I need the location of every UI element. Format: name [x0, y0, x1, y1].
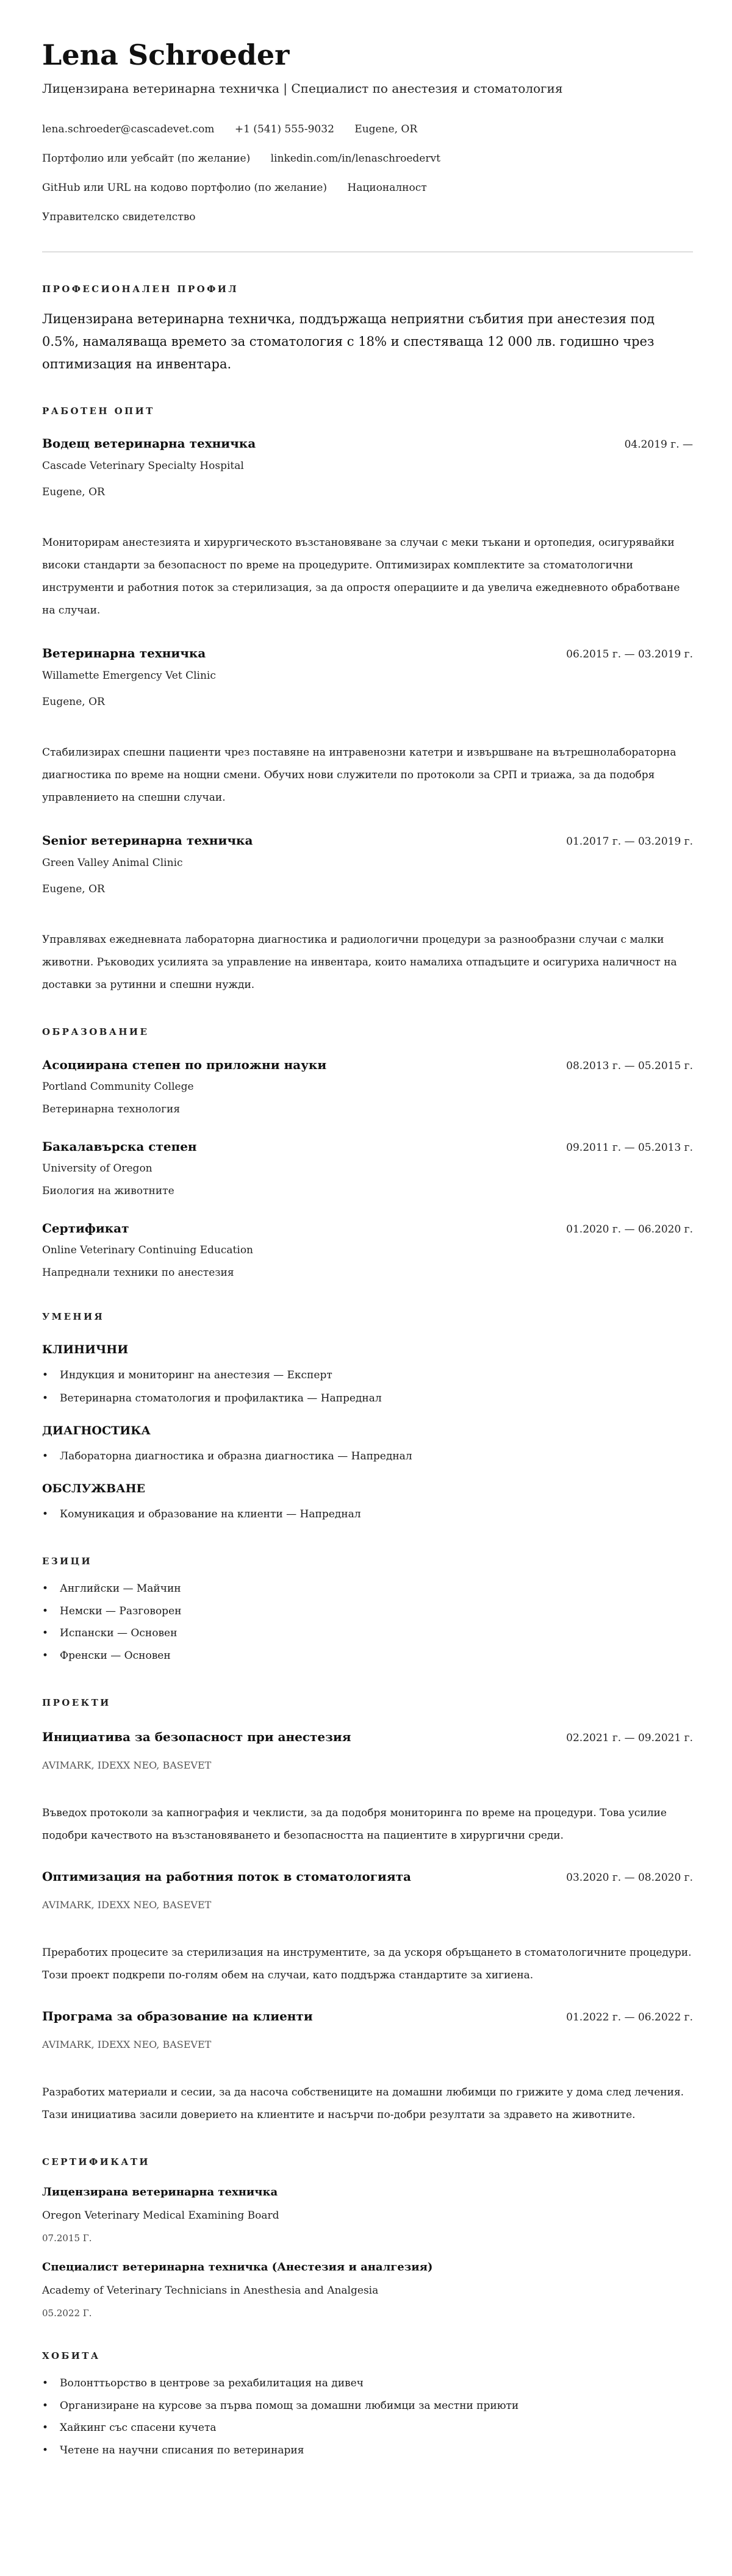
skill-item: • Лабораторна диагностика и образна диагностика — Напреднал [42, 1445, 693, 1468]
job-location: Eugene, OR [42, 883, 105, 895]
hobby-list [42, 2372, 693, 2462]
project-entry [42, 1728, 693, 1847]
job-location: Eugene, OR [42, 696, 105, 708]
field-of-study: Ветеринарна технология [42, 1103, 181, 1115]
job-company: Willamette Emergency Vet Clinic [42, 670, 216, 682]
certification-date: 05.2022 Г. [42, 2307, 92, 2319]
candidate-name: Lena Schroeder [42, 38, 290, 71]
project-dates: 02.2021 г. — 09.2021 г. [566, 1731, 693, 1744]
education-dates: 01.2020 г. — 06.2020 г. [566, 1223, 693, 1236]
contact-row [42, 202, 693, 232]
project-title: Програма за образование на клиенти [42, 2008, 313, 2023]
project-tech: AVIMARK, IDEXX NEO, BASEVET [42, 2038, 212, 2050]
institution: Portland Community College [42, 1081, 194, 1093]
education-section [42, 1026, 693, 1281]
job-title: Senior ветеринарна техничка [42, 833, 253, 848]
project-tech: AVIMARK, IDEXX NEO, BASEVET [42, 1898, 212, 1911]
project-description: Преработих процесите за стерилизация на инструментите, за да ускоря обръщането в стоматологичните процедури. Този проект подкрепи по-голям обем на случаи, като поддържа стандартите за хигиена. [42, 1946, 692, 1981]
section-heading: ХОБИТА [42, 2350, 101, 2361]
contact-row [42, 144, 693, 173]
language-item: • Английски — Майчин [42, 1578, 693, 1600]
skill-category: КЛИНИЧНИ [42, 1343, 129, 1356]
degree: Бакалавърска степен [42, 1139, 197, 1154]
candidate-headline: Лицензирана ветеринарна техничка | Специалист по анестезия и стоматология [42, 81, 563, 96]
contact-row [42, 115, 693, 144]
portfolio-link[interactable]: Портфолио или уебсайт (по желание) [42, 152, 251, 165]
project-tech: AVIMARK, IDEXX NEO, BASEVET [42, 1759, 212, 1771]
projects-section [42, 1697, 693, 2127]
certification-issuer: Oregon Veterinary Medical Examining Board [42, 2209, 279, 2222]
phone-number: +1 (541) 555-9032 [234, 123, 334, 135]
section-heading: ПРОЕКТИ [42, 1697, 111, 1708]
linkedin-link[interactable]: linkedin.com/in/lenaschroedervt [270, 152, 440, 165]
project-entry [42, 1868, 693, 1987]
driving-license: Управителско свидетелство [42, 211, 196, 223]
education-entry [42, 1138, 693, 1200]
skill-list [42, 1445, 693, 1468]
job-entry [42, 435, 693, 622]
field-of-study: Биология на животните [42, 1185, 174, 1197]
skill-category: ОБСЛУЖВАНЕ [42, 1482, 146, 1495]
project-description: Разработих материали и сесии, за да насоча собствениците на домашни любимци по грижите у дома след лечения. Тази инициатива засили доверието на клиентите и насърчи по-добри резултати за здравето на животните. [42, 2086, 684, 2121]
language-item: • Испански — Основен [42, 1622, 693, 1645]
nationality: Националност [347, 182, 427, 194]
job-description: Стабилизирах спешни пациенти чрез поставяне на интравенозни катетри и извършване на вътрешнолабораторна диагностика по време на нощни смени. Обучих нови служители по протоколи за СРП и триажа, за да подобря управлението на спешни случаи. [42, 746, 676, 804]
project-entry [42, 2008, 693, 2127]
skill-category: ДИАГНОСТИКА [42, 1424, 151, 1437]
hobby-item: • Организиране на курсове за първа помощ за домашни любимци за местни приюти [42, 2395, 693, 2417]
skill-item: • Ветеринарна стоматология и профилактика — Напреднал [42, 1387, 693, 1410]
hobby-item: • Четене на научни списания по ветеринария [42, 2439, 693, 2462]
resume-page [0, 38, 732, 2462]
institution: University of Oregon [42, 1162, 152, 1175]
skill-list [42, 1503, 693, 1526]
github-link[interactable]: GitHub или URL на кодово портфолио (по желание) [42, 182, 327, 194]
experience-section [42, 405, 693, 996]
certification-entry [42, 2259, 693, 2320]
section-heading: СЕРТИФИКАТИ [42, 2156, 150, 2167]
project-title: Инициатива за безопасност при анестезия [42, 1729, 351, 1744]
hobbies-section [42, 2350, 693, 2462]
institution: Online Veterinary Continuing Education [42, 1244, 254, 1256]
project-dates: 03.2020 г. — 08.2020 г. [566, 1871, 693, 1884]
job-title: Ветеринарна техничка [42, 646, 206, 660]
skill-list [42, 1364, 693, 1410]
contact-row [42, 173, 693, 202]
section-heading: ЕЗИЦИ [42, 1556, 93, 1567]
skills-section [42, 1311, 693, 1526]
hobby-item: • Хайкинг със спасени кучета [42, 2417, 693, 2439]
language-list [42, 1578, 693, 1667]
certification-title: Лицензирана ветеринарна техничка [42, 2185, 278, 2199]
job-description: Управлявах ежедневната лабораторна диагностика и радиологични процедури за разнообразни случаи с малки животни. Ръководих усилията за управление на инвентара, които намалиха отпадъците и осигуриха наличност на доставки за рутинни и спешни нужди. [42, 934, 677, 991]
job-entry [42, 645, 693, 809]
job-description: Мониторирам анестезията и хирургическото възстановяване за случаи с меки тъкани и ортопедия, осигурявайки високи стандарти за безопасност по време на процедурите. Оптимизирах комплектите за стоматологични инструменти и работния поток за стерилизация, за да опростя операциите и да увелича ежедневното обработване на случаи. [42, 537, 680, 617]
job-dates: 04.2019 г. — [624, 438, 693, 451]
project-dates: 01.2022 г. — 06.2022 г. [566, 2011, 693, 2023]
profile-summary: Лицензирана ветеринарна техничка, поддържаща неприятни събития при анестезия под 0.5%, намаляваща времето за стоматология с 18% и спестяваща 12 000 лв. годишно чрез оптимизация на инвентара. [42, 312, 655, 371]
education-entry [42, 1056, 693, 1118]
location: Eugene, OR [354, 123, 418, 135]
certification-date: 07.2015 Г. [42, 2232, 92, 2244]
project-title: Оптимизация на работния поток в стоматологията [42, 1869, 411, 1884]
job-location: Eugene, OR [42, 486, 105, 498]
email-link[interactable]: lena.schroeder@cascadevet.com [42, 123, 215, 135]
language-item: • Френски — Основен [42, 1645, 693, 1667]
section-heading: ОБРАЗОВАНИЕ [42, 1026, 149, 1037]
certifications-section [42, 2156, 693, 2320]
section-heading: РАБОТЕН ОПИТ [42, 406, 155, 417]
skill-item: • Комуникация и образование на клиенти — Напреднал [42, 1503, 693, 1526]
degree: Сертификат [42, 1221, 129, 1236]
education-dates: 09.2011 г. — 05.2013 г. [566, 1142, 693, 1154]
section-heading: УМЕНИЯ [42, 1311, 105, 1322]
job-entry [42, 832, 693, 996]
certification-title: Специалист ветеринарна техничка (Анестезия и аналгезия) [42, 2260, 433, 2274]
field-of-study: Напреднали техники по анестезия [42, 1267, 234, 1279]
job-dates: 01.2017 г. — 03.2019 г. [566, 835, 693, 848]
skill-item: • Индукция и мониторинг на анестезия — Експерт [42, 1364, 693, 1387]
profile-section [42, 283, 693, 376]
job-dates: 06.2015 г. — 03.2019 г. [566, 648, 693, 660]
education-entry [42, 1220, 693, 1281]
contact-info [42, 115, 693, 232]
degree: Асоциирана степен по приложни науки [42, 1057, 327, 1072]
job-company: Green Valley Animal Clinic [42, 857, 183, 869]
resume-header [42, 38, 693, 252]
certification-issuer: Academy of Veterinary Technicians in Anesthesia and Analgesia [42, 2284, 379, 2297]
project-description: Въведох протоколи за капнография и чеклисти, за да подобря мониторинга по време на процедури. Това усилие подобри качеството на възстановяването и безопасността на пациентите в хирургични среди. [42, 1806, 667, 1842]
job-title: Водещ ветеринарна техничка [42, 436, 256, 451]
hobby-item: • Волонттьорство в центрове за рехабилитация на дивеч [42, 2372, 693, 2395]
language-item: • Немски — Разговорен [42, 1600, 693, 1623]
job-company: Cascade Veterinary Specialty Hospital [42, 460, 244, 472]
section-heading: ПРОФЕСИОНАЛЕН ПРОФИЛ [42, 284, 239, 295]
education-dates: 08.2013 г. — 05.2015 г. [566, 1060, 693, 1072]
header-divider [42, 251, 693, 252]
certification-entry [42, 2184, 693, 2245]
languages-section [42, 1555, 693, 1667]
